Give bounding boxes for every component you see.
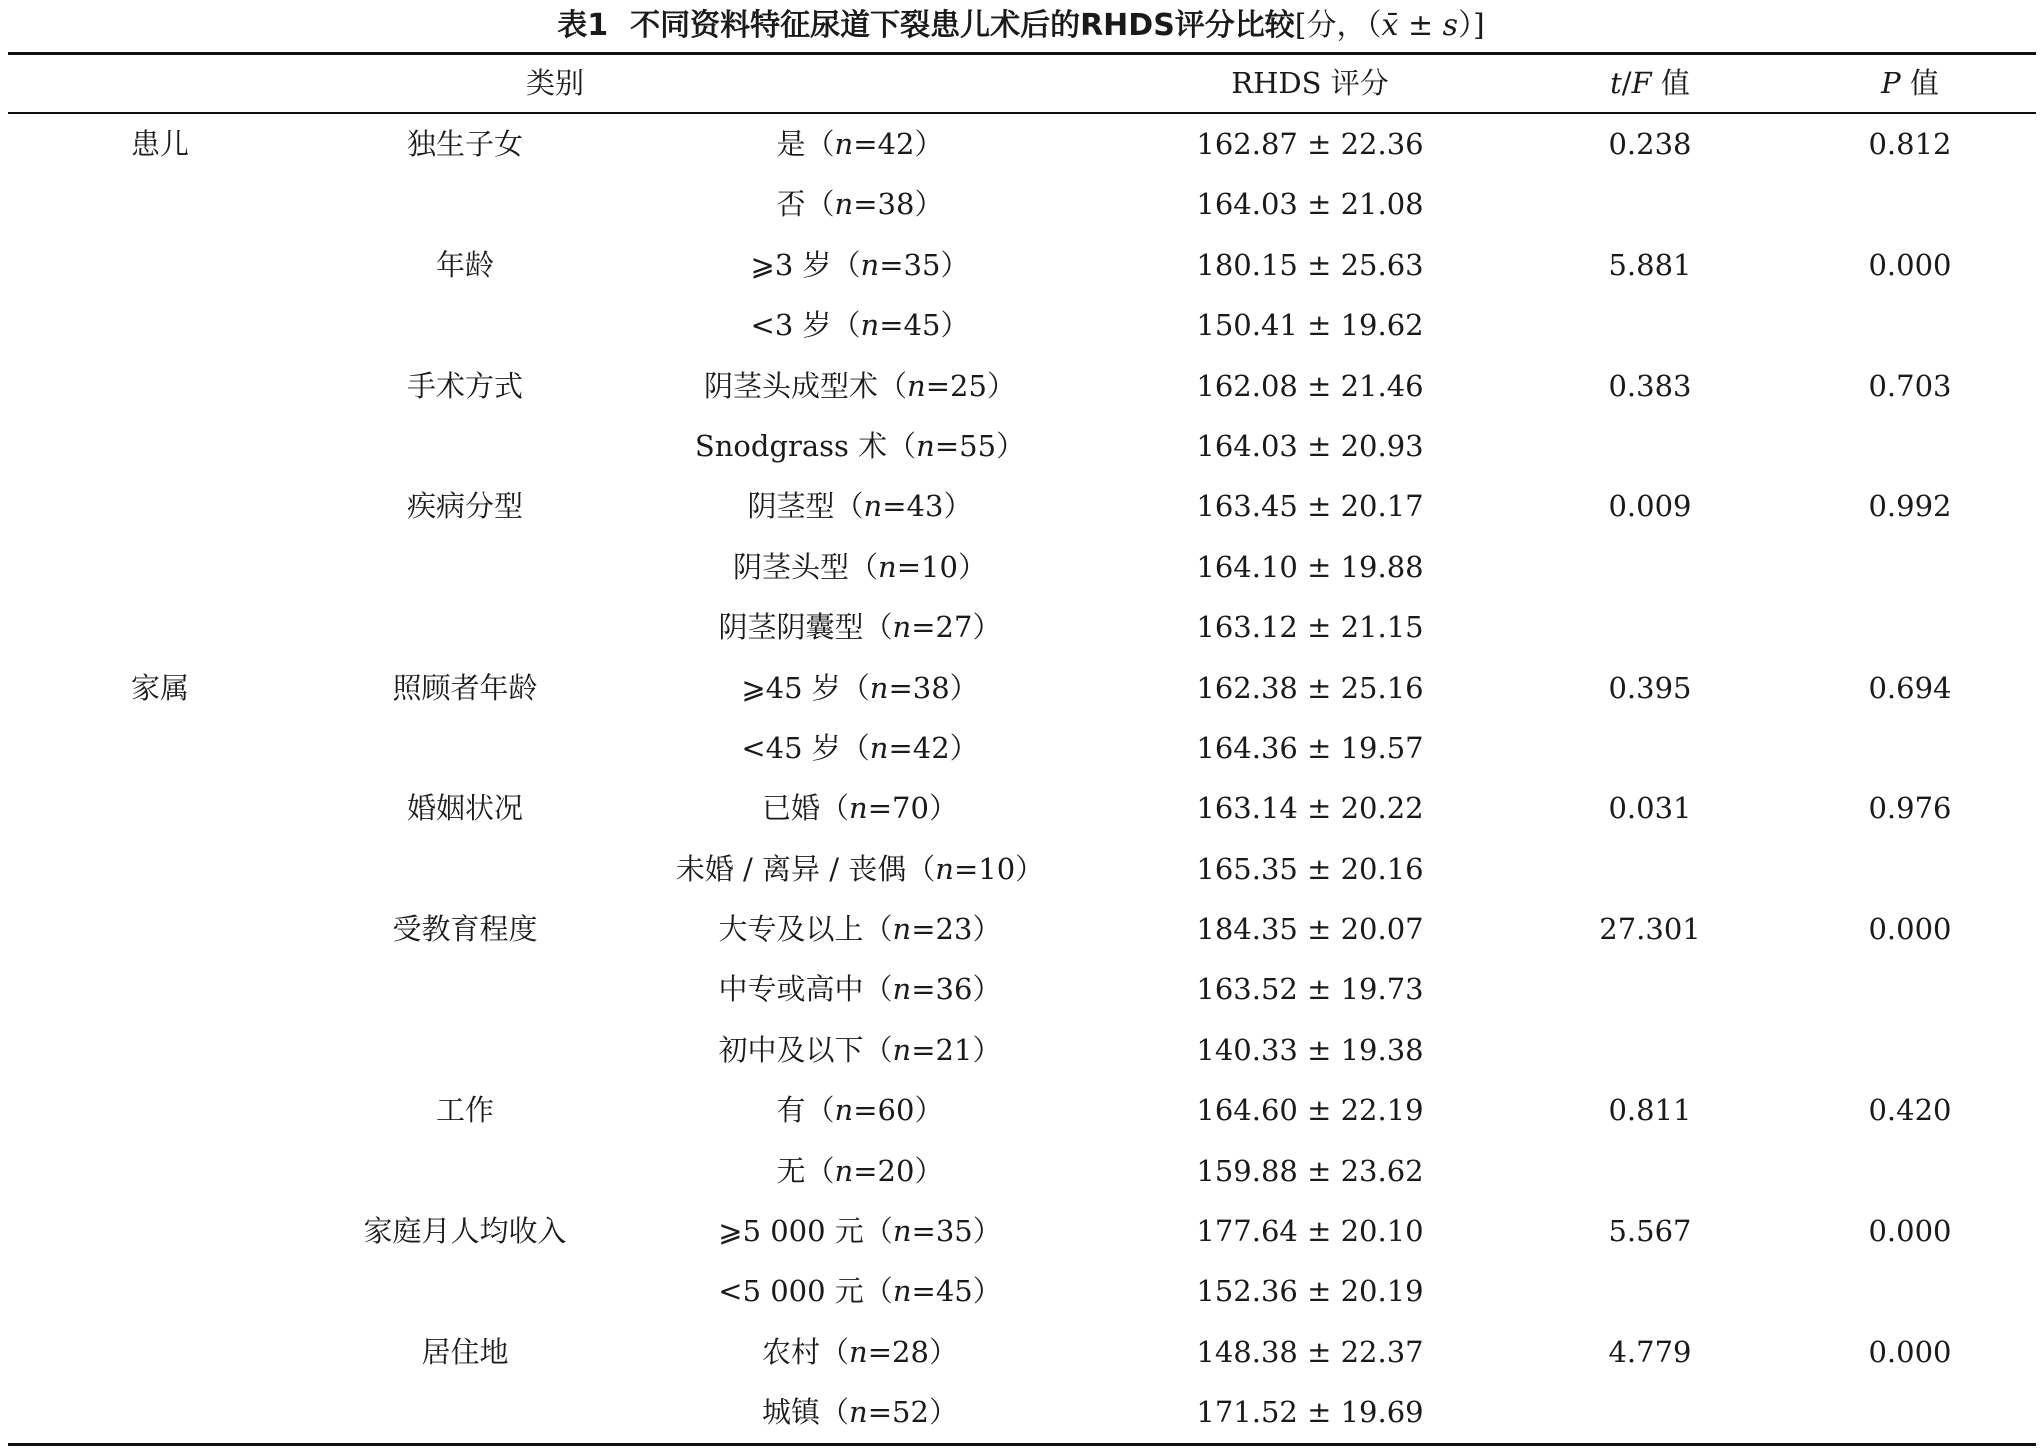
- factor-cell: 家庭月人均收入: [363, 1214, 567, 1249]
- closing-paren: ）: [914, 1153, 944, 1188]
- sample-size-symbol: n: [935, 851, 954, 886]
- sample-size-symbol: n: [834, 127, 854, 161]
- rhds-score-cell: 163.12 ± 21.15: [1196, 610, 1424, 645]
- sample-size-symbol: n: [869, 730, 889, 765]
- closing-paren: ）: [914, 187, 944, 222]
- equals-sign: =: [911, 972, 936, 1007]
- sample-size-symbol: n: [849, 791, 868, 826]
- sample-size-value: 20: [877, 1153, 915, 1188]
- closing-paren: ）: [986, 368, 1016, 403]
- closing-paren: ）: [940, 247, 970, 282]
- closing-paren: ）: [1015, 851, 1045, 886]
- table-body: [0, 114, 2042, 1443]
- closing-paren: ）: [949, 730, 979, 765]
- level-cell: [640, 426, 1080, 466]
- table-title: [0, 4, 2042, 48]
- equals-sign: =: [879, 308, 904, 343]
- sample-size-symbol: n: [834, 1153, 854, 1188]
- rhds-score-cell: 184.35 ± 20.07: [1196, 912, 1424, 947]
- table-title-unit: [分，（x̄ ± s）]: [1294, 8, 1485, 43]
- rhds-score-cell: 164.36 ± 19.57: [1196, 730, 1424, 765]
- equals-sign: =: [888, 670, 913, 705]
- sample-size-symbol: n: [849, 1334, 868, 1369]
- equals-sign: =: [867, 1395, 893, 1430]
- closing-paren: ）: [957, 549, 987, 584]
- table-title-text: 不同资料特征尿道下裂患儿术后的RHDS评分比较: [630, 8, 1295, 43]
- table-header: [0, 56, 2042, 110]
- sample-size-value: 27: [935, 610, 973, 645]
- t-f-value-cell: 0.009: [1608, 489, 1692, 524]
- level-cell: [640, 1392, 1080, 1432]
- level-cell: [640, 124, 1080, 164]
- level-label: ⩾3 岁（: [750, 247, 861, 282]
- rhds-score-cell: 180.15 ± 25.63: [1196, 247, 1424, 282]
- rhds-score-cell: 162.38 ± 25.16: [1196, 670, 1424, 705]
- sample-size-value: 25: [950, 368, 987, 403]
- table-row: [0, 114, 2042, 174]
- rhds-score-cell: 162.08 ± 21.46: [1196, 368, 1424, 403]
- sample-size-symbol: n: [892, 972, 912, 1007]
- sample-size-value: 70: [892, 791, 929, 826]
- level-cell: [640, 486, 1080, 526]
- level-label: 未婚 / 离异 / 丧偶（: [675, 851, 936, 886]
- factor-cell: 婚姻状况: [406, 791, 523, 826]
- sample-size-value: 35: [935, 1214, 973, 1249]
- sample-size-value: 45: [903, 308, 941, 343]
- equals-sign: =: [911, 912, 936, 947]
- factor-cell: 照顾者年龄: [392, 670, 538, 705]
- rhds-score-cell: 164.03 ± 20.93: [1196, 428, 1424, 463]
- level-cell: [640, 1090, 1080, 1130]
- level-label: 是（: [776, 127, 835, 161]
- equals-sign: =: [925, 368, 951, 403]
- closing-paren: ）: [972, 1032, 1002, 1067]
- rhds-score-cell: 165.35 ± 20.16: [1196, 851, 1424, 886]
- p-value-cell: 0.694: [1868, 670, 1952, 705]
- closing-paren: ）: [928, 1334, 958, 1369]
- table-row: [0, 959, 2042, 1019]
- equals-sign: =: [911, 1214, 936, 1249]
- rhds-score-cell: 162.87 ± 22.36: [1196, 127, 1424, 161]
- table-row: [0, 476, 2042, 536]
- level-label: 初中及以下（: [718, 1032, 893, 1067]
- equals-sign: =: [867, 1334, 893, 1369]
- level-label: 城镇（: [762, 1395, 850, 1430]
- rhds-score-cell: 163.14 ± 20.22: [1196, 791, 1424, 826]
- closing-paren: ）: [949, 670, 979, 705]
- level-cell: [640, 1211, 1080, 1251]
- rhds-score-cell: 163.52 ± 19.73: [1196, 972, 1424, 1007]
- level-cell: [640, 305, 1080, 345]
- group-cell: 患儿: [130, 127, 189, 161]
- level-cell: [640, 366, 1080, 406]
- sample-size-symbol: n: [860, 247, 880, 282]
- level-cell: [640, 1271, 1080, 1311]
- closing-paren: ）: [914, 1093, 944, 1128]
- equals-sign: =: [953, 851, 979, 886]
- table-row: [0, 718, 2042, 778]
- level-label: 阴茎头成型术（: [704, 368, 908, 403]
- equals-sign: =: [911, 1032, 936, 1067]
- factor-cell: 独生子女: [406, 127, 523, 161]
- sample-size-symbol: n: [916, 428, 935, 463]
- p-value-cell: 0.992: [1868, 489, 1952, 524]
- level-cell: [640, 849, 1080, 889]
- rhds-score-cell: 148.38 ± 22.37: [1196, 1334, 1424, 1369]
- level-cell: [640, 1030, 1080, 1070]
- sample-size-value: 42: [912, 730, 950, 765]
- level-label: <45 岁（: [741, 730, 870, 765]
- sample-size-value: 36: [935, 972, 973, 1007]
- closing-paren: ）: [972, 1274, 1002, 1309]
- sample-size-symbol: n: [863, 489, 883, 524]
- level-cell: [640, 245, 1080, 285]
- level-label: <3 岁（: [750, 308, 861, 343]
- level-cell: [640, 184, 1080, 224]
- header-rhds-score: RHDS 评分: [1231, 66, 1389, 100]
- t-f-value-cell: 5.567: [1608, 1214, 1692, 1249]
- p-value-cell: 0.976: [1868, 791, 1952, 826]
- closing-paren: ）: [996, 428, 1026, 463]
- sample-size-value: 55: [959, 428, 997, 463]
- rhds-score-cell: 140.33 ± 19.38: [1196, 1032, 1424, 1067]
- top-rule: [8, 52, 2036, 55]
- equals-sign: =: [888, 730, 913, 765]
- table-row: [0, 295, 2042, 355]
- level-cell: [640, 909, 1080, 949]
- table-row: [0, 1141, 2042, 1201]
- closing-paren: ）: [972, 912, 1002, 947]
- level-cell: [640, 607, 1080, 647]
- t-f-value-cell: 27.301: [1599, 912, 1701, 947]
- closing-paren: ）: [972, 1214, 1002, 1249]
- sample-size-symbol: n: [834, 1093, 854, 1128]
- sample-size-value: 60: [877, 1093, 915, 1128]
- t-f-value-cell: 0.811: [1608, 1093, 1692, 1128]
- p-value-cell: 0.000: [1868, 1334, 1952, 1369]
- equals-sign: =: [882, 489, 907, 524]
- rhds-score-cell: 150.41 ± 19.62: [1196, 308, 1424, 343]
- level-label: ⩾45 岁（: [741, 670, 870, 705]
- table-row: [0, 235, 2042, 295]
- t-f-value-cell: 0.238: [1608, 127, 1692, 161]
- factor-cell: 工作: [435, 1093, 494, 1128]
- sample-size-value: 35: [903, 247, 941, 282]
- equals-sign: =: [853, 187, 878, 222]
- level-cell: [640, 547, 1080, 587]
- equals-sign: =: [911, 1274, 936, 1309]
- rhds-score-cell: 164.03 ± 21.08: [1196, 187, 1424, 222]
- closing-paren: ）: [928, 1395, 958, 1430]
- t-f-value-cell: 0.383: [1608, 368, 1692, 403]
- equals-sign: =: [896, 549, 922, 584]
- bottom-rule: [8, 1443, 2036, 1446]
- level-label: Snodgrass 术（: [694, 428, 917, 463]
- level-label: 阴茎型（: [747, 489, 864, 524]
- header-p-value: P 值: [1881, 66, 1939, 100]
- factor-cell: 疾病分型: [406, 489, 523, 524]
- sample-size-symbol: n: [907, 368, 926, 403]
- p-value-cell: 0.703: [1868, 368, 1952, 403]
- equals-sign: =: [853, 1153, 878, 1188]
- table-row: [0, 356, 2042, 416]
- table-row: [0, 1080, 2042, 1140]
- sample-size-value: 38: [877, 187, 915, 222]
- level-label: 农村（: [762, 1334, 850, 1369]
- sample-size-value: 23: [935, 912, 973, 947]
- equals-sign: =: [867, 791, 893, 826]
- factor-cell: 年龄: [435, 247, 494, 282]
- equals-sign: =: [853, 127, 878, 161]
- level-label: 有（: [776, 1093, 835, 1128]
- table-number: 表1: [557, 8, 609, 43]
- level-cell: [640, 668, 1080, 708]
- p-value-cell: 0.000: [1868, 912, 1952, 947]
- level-label: 中专或高中（: [718, 972, 893, 1007]
- level-cell: [640, 728, 1080, 768]
- level-cell: [640, 788, 1080, 828]
- table-row: [0, 1382, 2042, 1442]
- sample-size-symbol: n: [892, 1274, 912, 1309]
- sample-size-value: 43: [906, 489, 944, 524]
- group-cell: 家属: [130, 670, 189, 705]
- t-f-value-cell: 0.031: [1608, 791, 1692, 826]
- sample-size-value: 28: [892, 1334, 929, 1369]
- table-row: [0, 1201, 2042, 1261]
- sample-size-value: 21: [935, 1032, 973, 1067]
- t-f-value-cell: 0.395: [1608, 670, 1692, 705]
- level-label: 无（: [776, 1153, 835, 1188]
- sample-size-symbol: n: [892, 1214, 912, 1249]
- p-value-cell: 0.000: [1868, 1214, 1952, 1249]
- rhds-score-cell: 164.60 ± 22.19: [1196, 1093, 1424, 1128]
- sample-size-value: 42: [877, 127, 915, 161]
- rhds-score-cell: 164.10 ± 19.88: [1196, 549, 1424, 584]
- level-cell: [640, 969, 1080, 1009]
- equals-sign: =: [853, 1093, 878, 1128]
- closing-paren: ）: [928, 791, 958, 826]
- level-label: 已婚（: [762, 791, 850, 826]
- rhds-score-cell: 177.64 ± 20.10: [1196, 1214, 1424, 1249]
- sample-size-value: 52: [892, 1395, 929, 1430]
- factor-cell: 居住地: [421, 1334, 509, 1369]
- p-value-cell: 0.420: [1868, 1093, 1952, 1128]
- closing-paren: ）: [972, 610, 1002, 645]
- sample-size-symbol: n: [892, 1032, 912, 1067]
- table-row: [0, 839, 2042, 899]
- table-row: [0, 899, 2042, 959]
- table-row: [0, 1322, 2042, 1382]
- level-label: ⩾5 000 元（: [718, 1214, 893, 1249]
- equals-sign: =: [934, 428, 960, 463]
- table-row: [0, 1261, 2042, 1321]
- factor-cell: 受教育程度: [392, 912, 538, 947]
- closing-paren: ）: [943, 489, 973, 524]
- level-cell: [640, 1151, 1080, 1191]
- table-row: [0, 778, 2042, 838]
- closing-paren: ）: [940, 308, 970, 343]
- table-row: [0, 597, 2042, 657]
- sample-size-symbol: n: [878, 549, 897, 584]
- sample-size-value: 38: [912, 670, 950, 705]
- sample-size-symbol: n: [892, 610, 912, 645]
- closing-paren: ）: [972, 972, 1002, 1007]
- level-cell: [640, 1332, 1080, 1372]
- rhds-score-cell: 152.36 ± 20.19: [1196, 1274, 1424, 1309]
- factor-cell: 手术方式: [406, 368, 523, 403]
- sample-size-symbol: n: [869, 670, 889, 705]
- equals-sign: =: [879, 247, 904, 282]
- header-category: 类别: [525, 66, 584, 100]
- t-f-value-cell: 5.881: [1608, 247, 1692, 282]
- sample-size-symbol: n: [892, 912, 912, 947]
- header-t-f-value: t/F 值: [1610, 66, 1690, 100]
- p-value-cell: 0.000: [1868, 247, 1952, 282]
- sample-size-symbol: n: [834, 187, 854, 222]
- equals-sign: =: [911, 610, 936, 645]
- table-row: [0, 658, 2042, 718]
- rhds-score-cell: 171.52 ± 19.69: [1196, 1395, 1424, 1430]
- sample-size-value: 45: [935, 1274, 973, 1309]
- sample-size-value: 10: [978, 851, 1016, 886]
- level-label: 大专及以上（: [718, 912, 893, 947]
- table-row: [0, 416, 2042, 476]
- t-f-value-cell: 4.779: [1608, 1334, 1692, 1369]
- level-label: <5 000 元（: [718, 1274, 893, 1309]
- closing-paren: ）: [914, 127, 944, 161]
- rhds-score-cell: 159.88 ± 23.62: [1196, 1153, 1424, 1188]
- rhds-score-cell: 163.45 ± 20.17: [1196, 489, 1424, 524]
- level-label: 否（: [776, 187, 835, 222]
- level-label: 阴茎头型（: [733, 549, 879, 584]
- sample-size-symbol: n: [849, 1395, 868, 1430]
- p-value-cell: 0.812: [1868, 127, 1952, 161]
- table-row: [0, 537, 2042, 597]
- sample-size-value: 10: [921, 549, 958, 584]
- table-row: [0, 1020, 2042, 1080]
- level-label: 阴茎阴囊型（: [718, 610, 893, 645]
- table-row: [0, 174, 2042, 234]
- sample-size-symbol: n: [860, 308, 880, 343]
